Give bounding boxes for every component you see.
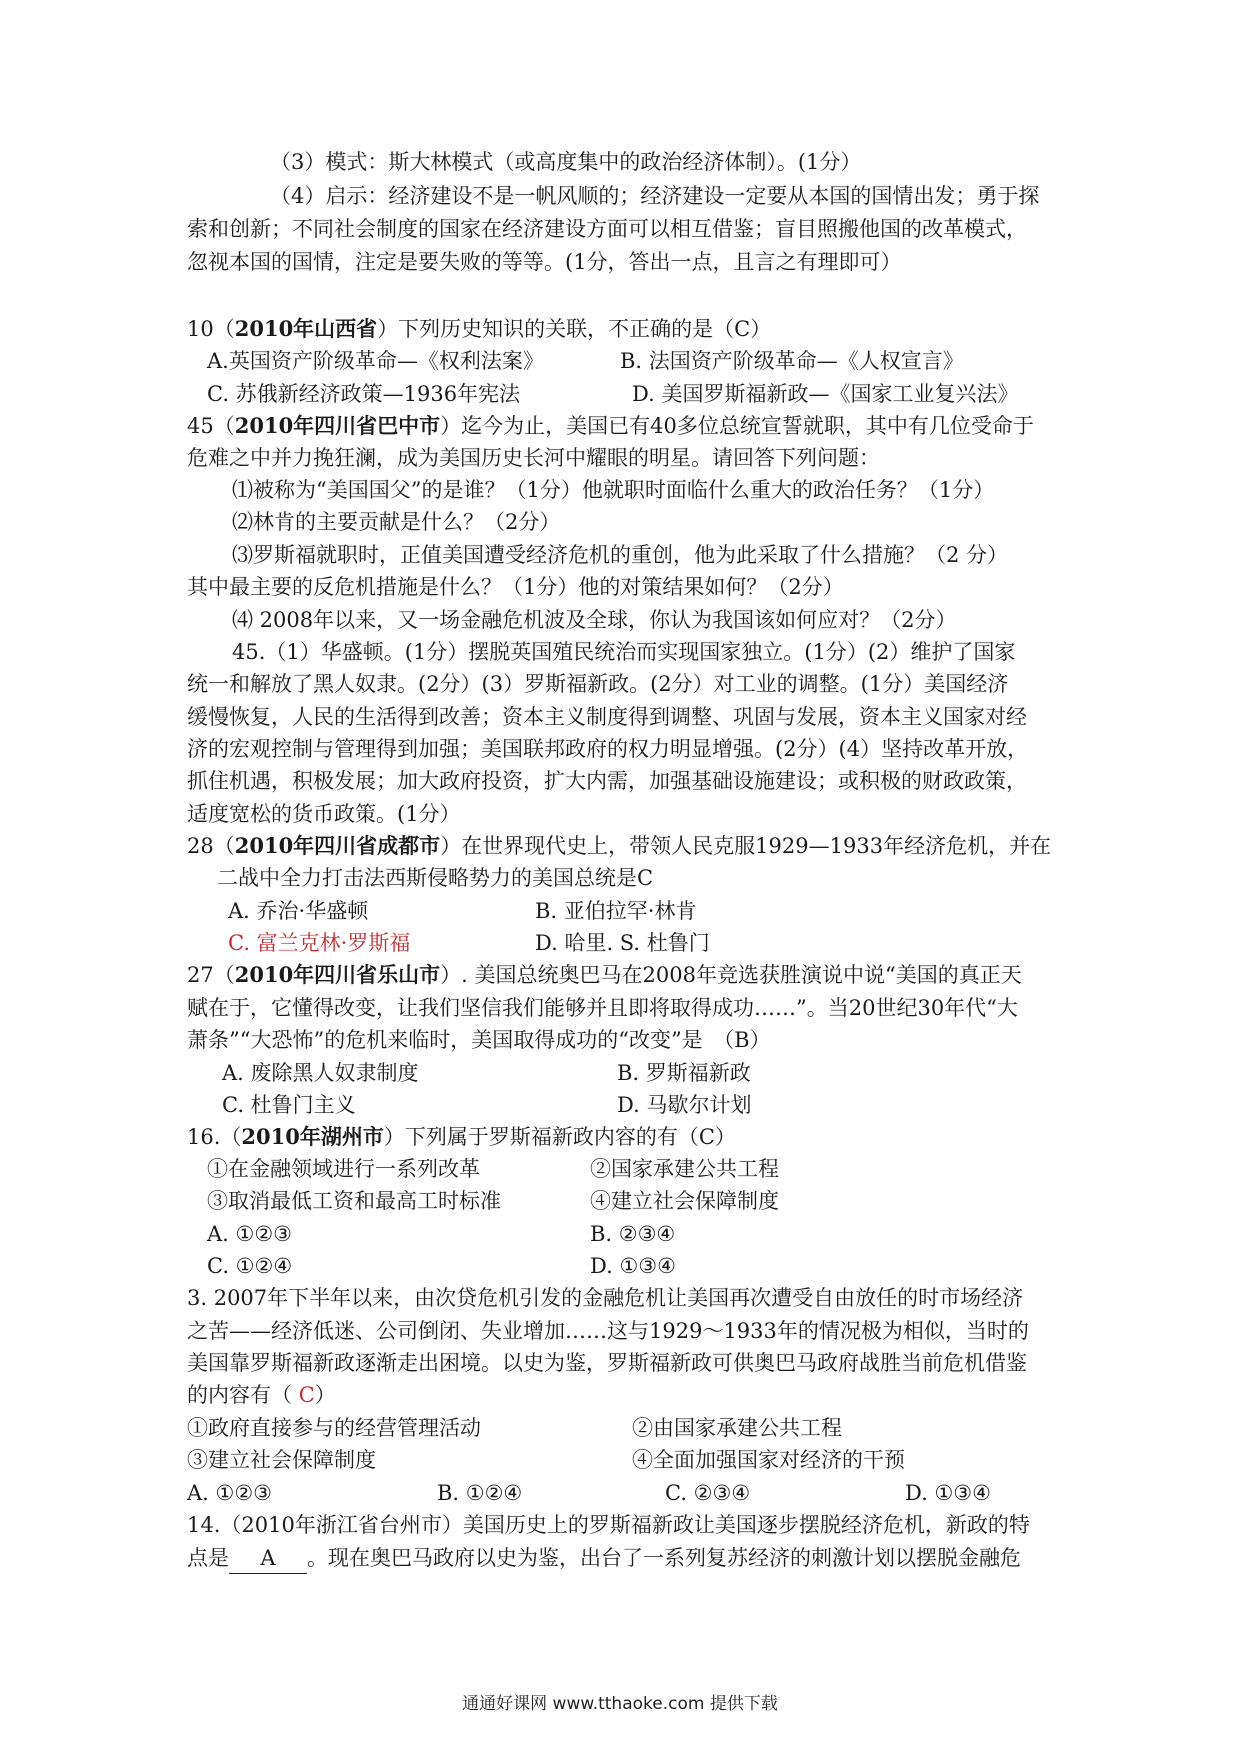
question-45-sub-1: ⑴被称为“美国国父”的是谁？（1分）他就职时面临什么重大的政治任务？（1分） bbox=[232, 478, 995, 502]
question-27-stem-2: 赋在于，它懂得改变，让我们坚信我们能够并且即将取得成功……”。当20世纪30年代“大 bbox=[187, 996, 1018, 1020]
question-27-stem-3: 萧条”“大恐怖”的危机来临时，美国取得成功的“改变”是 （B） bbox=[187, 1028, 771, 1052]
question-source: 2010年山西省 bbox=[234, 316, 378, 341]
question-27-stem bbox=[187, 960, 1022, 990]
question-45-sub-4: ⑷ 2008年以来，又一场金融危机波及全球，你认为我国该如何应对？（2分） bbox=[232, 608, 957, 632]
question-text-end: ） bbox=[314, 1383, 336, 1407]
question-27-option-a: A. 废除黑人奴隶制度 bbox=[222, 1061, 419, 1085]
question-16-option-c: C. ①②④ bbox=[207, 1254, 293, 1278]
page-footer: 通通好课网 www.tthaoke.com 提供下载 bbox=[462, 1694, 778, 1714]
question-16-item-3: ③取消最低工资和最高工时标准 bbox=[207, 1189, 501, 1213]
question-10-option-a: A.英国资产阶级革命—《权利法案》 bbox=[207, 349, 544, 373]
question-source: 2010年四川省成都市 bbox=[234, 833, 441, 858]
question-14-stem-1: 14.（2010年浙江省台州市）美国历史上的罗斯福新政让美国逐步摆脱经济危机，新政的特 bbox=[187, 1513, 1030, 1537]
question-28-stem bbox=[187, 831, 1051, 861]
answer-45-line-6: 适度宽松的货币政策。(1分） bbox=[187, 802, 461, 826]
question-27-option-c: C. 杜鲁门主义 bbox=[222, 1093, 356, 1117]
answer-45-line-4: 济的宏观控制与管理得到加强；美国联邦政府的权力明显增强。(2分）(4）坚持改革开放， bbox=[187, 737, 1029, 761]
question-10-option-b: B. 法国资产阶级革命—《人权宣言》 bbox=[620, 349, 964, 373]
answer-45-line-2: 统一和解放了黑人奴隶。(2分）(3）罗斯福新政。(2分）对工业的调整。(1分）美国经济 bbox=[187, 672, 1009, 696]
question-45-sub-3b: 其中最主要的反危机措施是什么？（1分）他的对策结果如何？（2分） bbox=[187, 575, 844, 599]
question-16-item-1: ①在金融领域进行一系列改革 bbox=[207, 1157, 480, 1181]
question-10-option-d: D. 美国罗斯福新政—《国家工业复兴法》 bbox=[632, 382, 1019, 406]
question-number: 45（ bbox=[187, 414, 235, 438]
answer-4-line-3: 忽视本国的国情，注定是要失败的等等。(1分，答出一点，且言之有理即可） bbox=[187, 250, 902, 274]
question-text: 的内容有（ bbox=[187, 1383, 299, 1407]
question-28-option-b: B. 亚伯拉罕·林肯 bbox=[535, 899, 697, 923]
question-45-stem-2: 危难之中并力挽狂澜，成为美国历史长河中耀眼的明星。请回答下列问题： bbox=[187, 446, 880, 470]
question-16-item-2: ②国家承建公共工程 bbox=[590, 1157, 779, 1181]
question-27-option-b: B. 罗斯福新政 bbox=[617, 1061, 751, 1085]
answer-45-line-5: 抓住机遇，积极发展；加大政府投资，扩大内需，加强基础设施建设；或积极的财政政策， bbox=[187, 769, 1027, 793]
question-16-option-a: A. ①②③ bbox=[207, 1222, 292, 1246]
question-3-option-b: B. ①②④ bbox=[437, 1481, 523, 1505]
question-3-item-2: ②由国家承建公共工程 bbox=[632, 1416, 842, 1440]
question-28-stem-2: 二战中全力打击法西斯侵略势力的美国总统是C bbox=[217, 866, 654, 890]
question-45-stem bbox=[187, 411, 1034, 441]
answer-4-line: （4）启示：经济建设不是一帆风顺的；经济建设一定要从本国的国情出发；勇于探 bbox=[270, 184, 1040, 208]
question-number: 28（ bbox=[187, 834, 235, 858]
question-source: 2010年四川省乐山市 bbox=[234, 962, 441, 987]
question-16-item-4: ④建立社会保障制度 bbox=[590, 1189, 779, 1213]
question-text: 点是 bbox=[187, 1546, 229, 1570]
answer-letter: C bbox=[298, 1383, 315, 1407]
question-3-stem-4 bbox=[187, 1380, 336, 1410]
question-number: 10（ bbox=[187, 317, 235, 341]
question-text: ）在世界现代史上，带领人民克服1929—1933年经济危机，并在 bbox=[440, 834, 1052, 858]
answer-45-line-1: 45.（1）华盛顿。(1分）摆脱英国殖民统治而实现国家独立。(1分）(2）维护了国家 bbox=[232, 640, 1016, 664]
question-3-stem-3: 美国靠罗斯福新政逐渐走出困境。以史为鉴，罗斯福新政可供奥巴马政府战胜当前危机借鉴 bbox=[187, 1351, 1027, 1375]
answer-4-line-2: 索和创新；不同社会制度的国家在经济建设方面可以相互借鉴；盲目照搬他国的改革模式， bbox=[187, 217, 1027, 241]
question-source: 2010年四川省巴中市 bbox=[234, 413, 441, 438]
question-16-stem bbox=[187, 1122, 736, 1152]
question-text: ）下列历史知识的关联，不正确的是（C） bbox=[377, 317, 772, 341]
question-text: ）. 美国总统奥巴马在2008年竞选获胜演说中说“美国的真正天 bbox=[440, 963, 1022, 987]
question-16-option-d: D. ①③④ bbox=[590, 1254, 676, 1278]
question-3-item-3: ③建立社会保障制度 bbox=[187, 1448, 376, 1472]
question-3-item-4: ④全面加强国家对经济的干预 bbox=[632, 1448, 905, 1472]
question-text-end: 。现在奥巴马政府以史为鉴，出台了一系列复苏经济的刺激计划以摆脱金融危 bbox=[307, 1546, 1021, 1570]
question-10-option-c: C. 苏俄新经济政策—1936年宪法 bbox=[207, 382, 521, 406]
question-10-stem bbox=[187, 314, 771, 344]
question-number: 16.（ bbox=[187, 1125, 242, 1149]
question-45-sub-3: ⑶罗斯福就职时，正值美国遭受经济危机的重创，他为此采取了什么措施？（2 分） bbox=[232, 543, 1009, 567]
answer-45-line-3: 缓慢恢复，人民的生活得到改善；资本主义制度得到调整、巩固与发展，资本主义国家对经 bbox=[187, 705, 1027, 729]
question-3-option-d: D. ①③④ bbox=[905, 1481, 991, 1505]
question-number: 27（ bbox=[187, 963, 235, 987]
question-text: ）迄今为止，美国已有40多位总统宣誓就职，其中有几位受命于 bbox=[440, 414, 1034, 438]
question-text: ）下列属于罗斯福新政内容的有（C） bbox=[383, 1125, 736, 1149]
question-28-option-c-answer: C. 富兰克林·罗斯福 bbox=[228, 931, 411, 955]
question-27-option-d: D. 马歇尔计划 bbox=[617, 1093, 752, 1117]
question-45-sub-2: ⑵林肯的主要贡献是什么？（2分） bbox=[232, 510, 561, 534]
question-14-stem-2 bbox=[187, 1543, 1021, 1574]
answer-3-line: （3）模式：斯大林模式（或高度集中的政治经济体制）。(1分） bbox=[270, 150, 862, 174]
question-3-stem-2: 之苦——经济低迷、公司倒闭、失业增加……这与1929～1933年的情况极为相似，当时的 bbox=[187, 1319, 1029, 1343]
question-28-option-d: D. 哈里. S. 杜鲁门 bbox=[535, 931, 710, 955]
question-3-stem-1: 3. 2007年下半年以来，由次贷危机引发的金融危机让美国再次遭受自由放任的时市场经济 bbox=[187, 1286, 1024, 1310]
question-16-option-b: B. ②③④ bbox=[590, 1222, 676, 1246]
question-3-option-a: A. ①②③ bbox=[187, 1481, 272, 1505]
question-source: 2010年湖州市 bbox=[241, 1124, 384, 1149]
question-28-option-a: A. 乔治·华盛顿 bbox=[228, 899, 369, 923]
question-3-item-1: ①政府直接参与的经营管理活动 bbox=[187, 1416, 481, 1440]
question-3-option-c: C. ②③④ bbox=[665, 1481, 751, 1505]
answer-blank: A bbox=[229, 1543, 307, 1574]
